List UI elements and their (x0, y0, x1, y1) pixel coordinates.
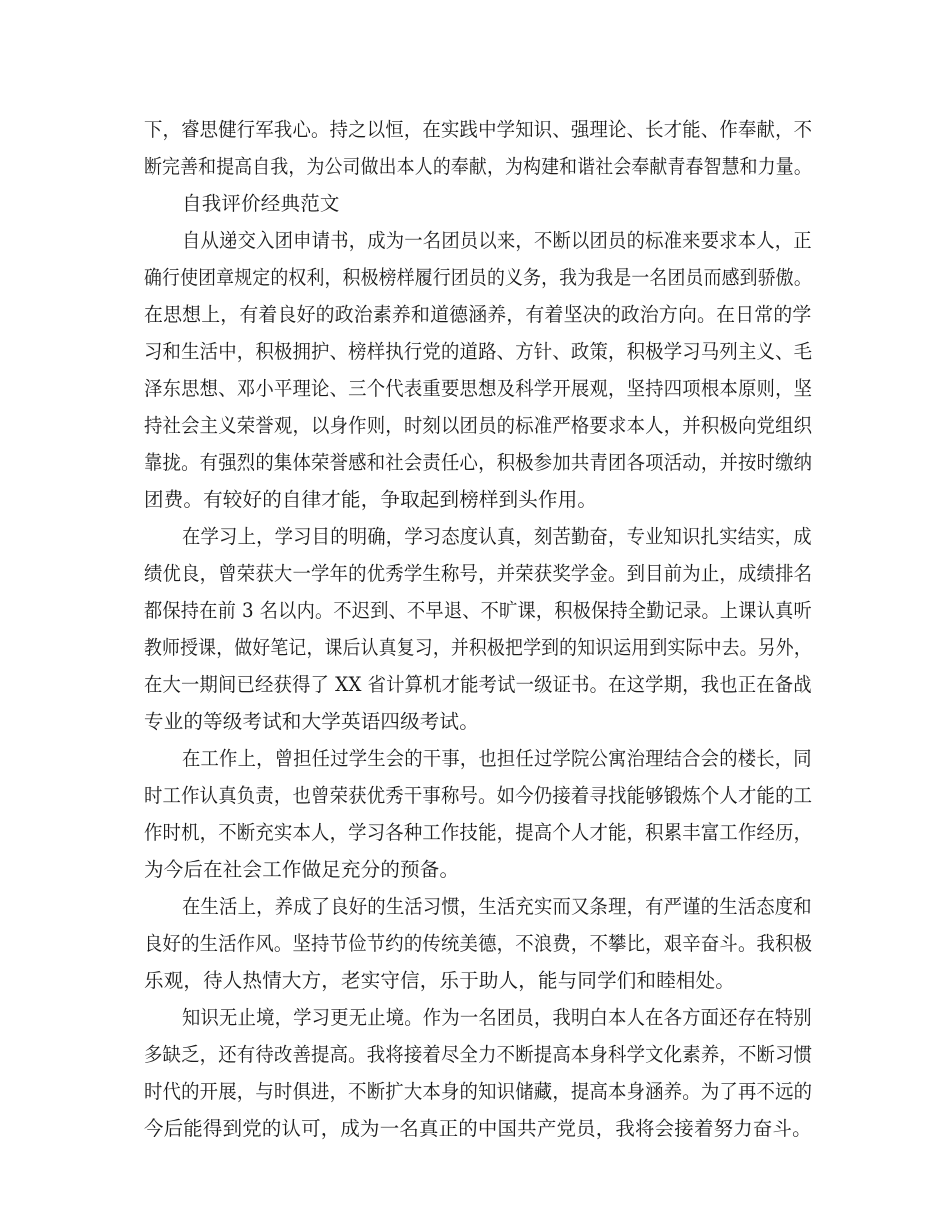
text-line: 时代的开展，与时俱进，不断扩大本身的知识储藏，提高本身涵养。为了再不远的 (144, 1080, 813, 1103)
text-line: 教师授课，做好笔记，课后认真复习，并积极把学到的知识运用到实际中去。另外， (144, 636, 812, 659)
text-line: 专业的等级考试和大学英语四级考试。 (144, 710, 479, 733)
text-line: 今后能得到党的认可，成为一名真正的中国共产党员，我将会接着努力奋斗。 (144, 1117, 812, 1140)
text-line: 自从递交入团申请书，成为一名团员以来，不断以团员的标准来要求本人，正 (182, 229, 812, 252)
text-line: 断完善和提高自我，为公司做出本人的奉献，为构建和谐社会奉献青春智慧和力量。 (144, 155, 812, 178)
text-line: 在大一期间已经获得了 XX 省计算机才能考试一级证书。在这学期，我也正在备战 (144, 673, 812, 696)
text-line: 在工作上，曾担任过学生会的干事，也担任过学院公寓治理结合会的楼长，同 (182, 747, 812, 770)
text-line: 靠拢。有强烈的集体荣誉感和社会责任心，积极参加共青团各项活动，并按时缴纳 (144, 451, 813, 474)
text-line: 习和生活中，积极拥护、榜样执行党的道路、方针、政策，积极学习马列主义、毛 (144, 340, 813, 363)
text-line: 持社会主义荣誉观，以身作则，时刻以团员的标准严格要求本人，并积极向党组织 (144, 414, 813, 437)
text-line: 乐观，待人热情大方，老实守信，乐于助人，能与同学们和睦相处。 (144, 969, 736, 992)
text-line: 多缺乏，还有待改善提高。我将接着尽全力不断提高本身科学文化素养，不断习惯 (144, 1043, 813, 1066)
text-line: 在思想上，有着良好的政治素养和道德涵养，有着坚决的政治方向。在日常的学 (144, 303, 812, 326)
text-line: 团费。有较好的自律才能，争取起到榜样到头作用。 (144, 488, 598, 511)
text-line: 时工作认真负责，也曾荣获优秀干事称号。如今仍接着寻找能够锻炼个人才能的工 (144, 784, 813, 807)
text-line: 为今后在社会工作做足充分的预备。 (144, 858, 460, 881)
text-line: 下，睿思健行军我心。持之以恒，在实践中学知识、强理论、长才能、作奉献，不 (144, 118, 813, 141)
section-heading: 自我评价经典范文 (182, 192, 340, 215)
text-line: 在生活上，养成了良好的生活习惯，生活充实而又条理，有严谨的生活态度和 (182, 895, 812, 918)
text-line: 都保持在前 3 名以内。不迟到、不早退、不旷课，积极保持全勤记录。上课认真听 (144, 599, 812, 622)
text-line: 良好的生活作风。坚持节俭节约的传统美德，不浪费，不攀比，艰辛奋斗。我积极 (144, 932, 813, 955)
text-line: 确行使团章规定的权利，积极榜样履行团员的义务，我为我是一名团员而感到骄傲。 (144, 266, 812, 289)
text-line: 泽东思想、邓小平理论、三个代表重要思想及科学开展观，坚持四项根本原则，坚 (144, 377, 813, 400)
text-line: 在学习上，学习目的明确，学习态度认真，刻苦勤奋，专业知识扎实结实，成 (182, 525, 812, 548)
text-line: 作时机，不断充实本人，学习各种工作技能，提高个人才能，积累丰富工作经历， (144, 821, 813, 844)
text-line: 绩优良，曾荣获大一学年的优秀学生称号，并荣获奖学金。到目前为止，成绩排名 (144, 562, 813, 585)
text-line: 知识无止境，学习更无止境。作为一名团员，我明白本人在各方面还存在特别 (182, 1006, 812, 1029)
